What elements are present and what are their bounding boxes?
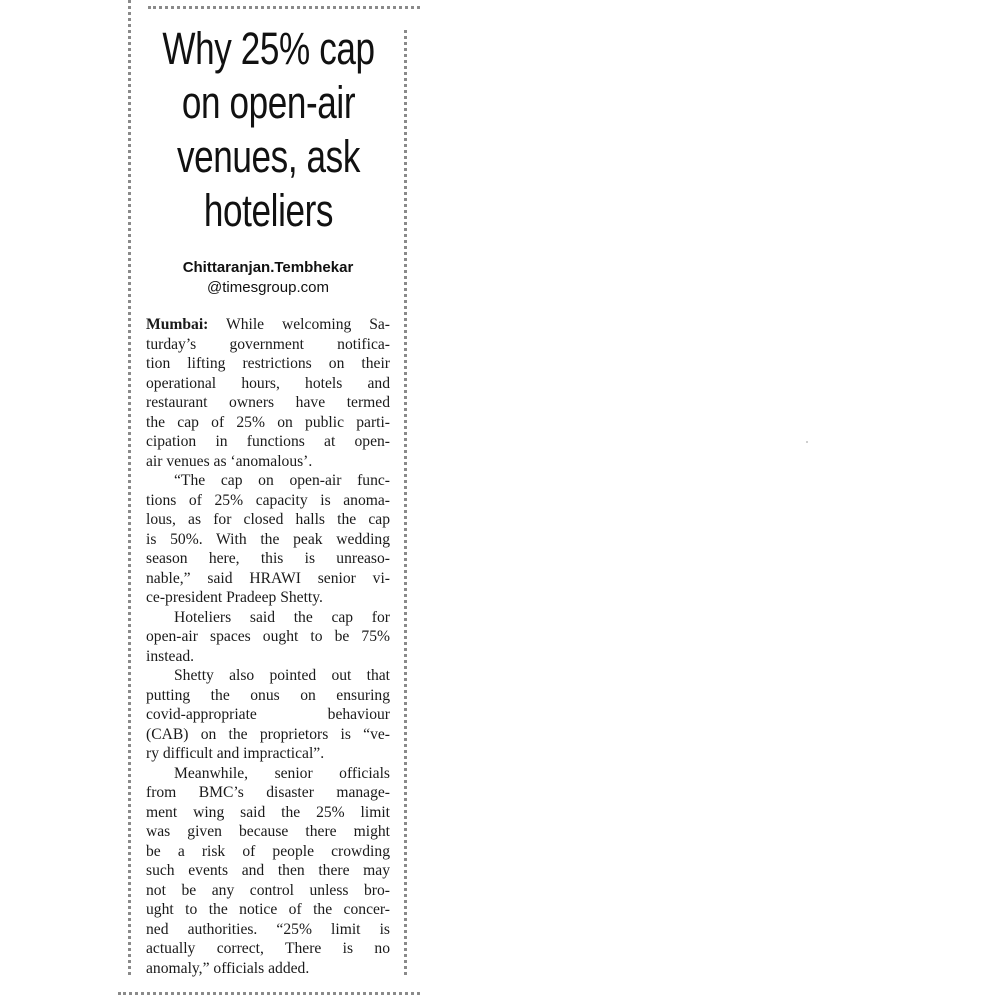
body-line: tions of 25% capacity is anoma- xyxy=(146,491,390,509)
news-article xyxy=(146,22,390,978)
body-line: is 50%. With the peak wedding xyxy=(146,530,390,548)
body-line: covid-appropriate behaviour xyxy=(146,706,390,723)
dateline: Mumbai: xyxy=(146,316,209,333)
dotted-border-left xyxy=(128,0,131,975)
body-line: the cap of 25% on public parti- xyxy=(146,413,390,431)
body-line: Meanwhile, senior officials xyxy=(174,764,390,782)
body-line: be a risk of people crowding xyxy=(146,842,390,860)
body-line: ce-president Pradeep Shetty. xyxy=(146,589,323,606)
body-line: open-air spaces ought to be 75% xyxy=(146,628,390,645)
body-line: operational hours, hotels and xyxy=(146,374,390,392)
body-line: instead. xyxy=(146,647,195,665)
body-line: “The cap on open-air func- xyxy=(174,472,390,489)
body-line: season here, this is unreaso- xyxy=(146,550,390,567)
body-line: ment wing said the 25% limit xyxy=(146,803,390,821)
body-line: from BMC’s disaster manage- xyxy=(146,784,390,801)
body-line: not be any control unless bro- xyxy=(146,881,390,899)
body-line: air venues as ‘anomalous’. xyxy=(146,452,313,470)
body-line: nable,” said HRAWI senior vi- xyxy=(146,569,390,587)
body-line: ught to the notice of the concer- xyxy=(146,901,390,918)
body-line: turday’s government notifica- xyxy=(146,335,390,353)
body-line: cipation in functions at open- xyxy=(146,433,390,450)
body-line: anomaly,” officials added. xyxy=(146,959,310,977)
body-line: ned authorities. “25% limit is xyxy=(146,920,390,938)
dotted-border-bottom xyxy=(118,992,420,995)
article-body xyxy=(146,315,390,978)
body-line xyxy=(146,315,390,335)
body-line: Hoteliers said the cap for xyxy=(174,608,390,626)
scan-speck xyxy=(806,441,808,443)
body-line: restaurant owners have termed xyxy=(146,394,390,411)
byline-author: Chittaranjan.Tembhekar xyxy=(182,259,354,276)
body-line: ry difficult and impractical”. xyxy=(146,745,325,762)
body-line: (CAB) on the proprietors is “ve- xyxy=(146,725,390,743)
body-line: tion lifting restrictions on their xyxy=(146,355,390,372)
body-line: such events and then there may xyxy=(146,862,390,879)
body-line: actually correct, There is no xyxy=(146,940,390,957)
headline: Why 25% cap on open-air venues, ask hoteliers xyxy=(162,23,375,236)
byline-email: @timesgroup.com xyxy=(207,279,329,296)
body-line: putting the onus on ensuring xyxy=(146,686,390,704)
body-line: was given because there might xyxy=(146,823,390,840)
dotted-border-right xyxy=(404,30,407,975)
body-line: lous, as for closed halls the cap xyxy=(146,511,390,528)
body-line-text: While welcoming Sa- xyxy=(226,316,390,333)
dotted-border-top xyxy=(148,6,420,9)
body-line: Shetty also pointed out that xyxy=(174,667,390,684)
byline xyxy=(146,258,390,297)
